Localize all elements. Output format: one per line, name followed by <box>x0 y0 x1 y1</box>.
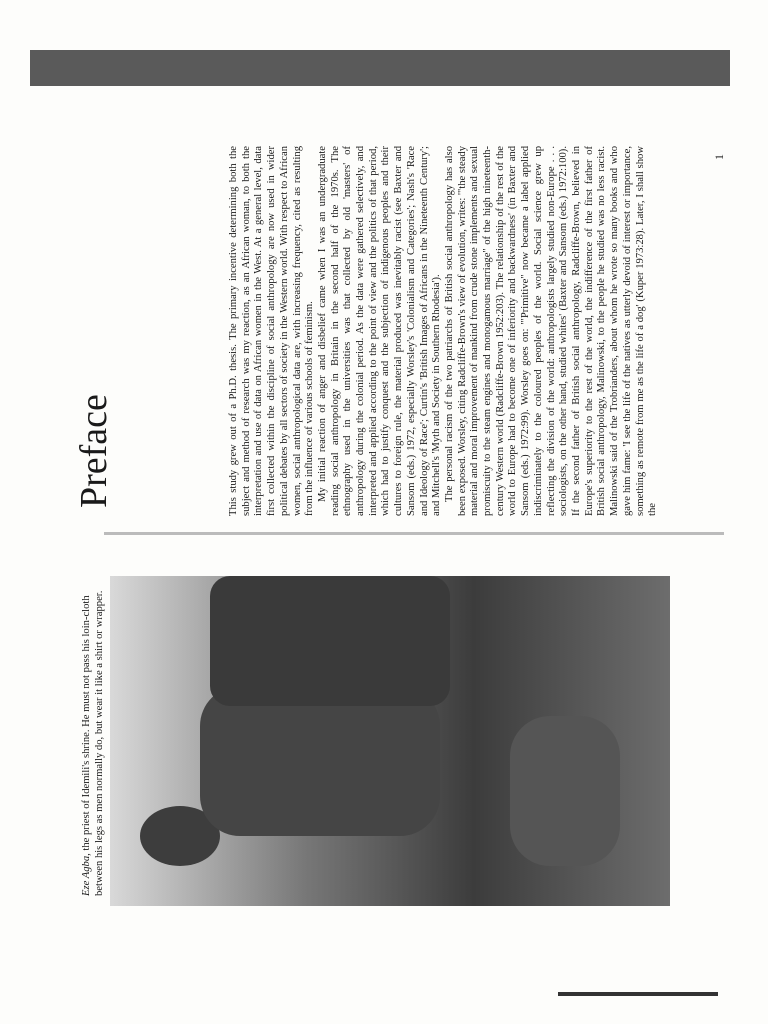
caption-text: , the priest of Idemili's shrine. He must not pass his loin-cloth between his legs as men normally do, but wear it like a shirt or wrapper. <box>81 590 105 896</box>
preface-title: Preface <box>73 394 115 508</box>
paragraph: My initial reaction of anger and disbelief came when I was an undergraduate reading social anthropology in Britain in the second half of the 1970s. The ethnography used in the universities was that collected by old 'masters' of anthropology during the colonial period. As the data were gathered selectively, and interpreted and applied according to the point of view and the politics of that period, which had to justify conquest and the subjection of indigenous peoples and their cultures to foreign rule, the material produced was inevitably racist (see Baxter and Sansom (eds.) 1972, especially Worsley's 'Colonialism and Categories'; Nash's 'Race and Ideology of Race'; Curtin's 'British Images of Africans in the Nineteenth Century'; and Mitchell's 'Myth and Society in Southern Rhodesia'). <box>316 146 443 516</box>
plate-photo <box>110 576 670 906</box>
page-number: 1 <box>712 154 726 160</box>
preface-body <box>228 146 733 516</box>
standing-figure <box>510 716 620 866</box>
bottom-rule <box>558 992 718 996</box>
priest-wrapper <box>210 576 450 706</box>
caption-name: Eze Agba <box>81 855 92 896</box>
page-fold-line <box>104 532 724 535</box>
paragraph: This study grew out of a Ph.D. thesis. The primary incentive determining both the subject and method of research was my reaction, as an African woman, to both the interpretation and use of data on African women in the West. At a general level, data first collected within the discipline of social anthropology are now used in wider political debates by all sectors of society in the Western world. With respect to African women, social anthropological data are, with increasing frequency, cited as resulting from the influence of various schools of feminism. <box>228 146 316 516</box>
paragraph: The personal racism of the two patriarchs of British social anthropology has also been exposed. Worsley, citing Radcliffe-Brown's view of evolution, writes: '"the steady material and moral improvement of mankind from crude stone implements and sexual promiscuity to the steam engines and monogamous marriage" of the high nineteenth-century Western world (Radcliffe-Brown 1952:203). The relationship of the rest of the world to Europe had to become one of inferiority and backwardness' (in Baxter and Sansom (eds.) 1972:99). Worsley goes on: '"Primitive" now became a label applied indiscriminately to the coloured peoples of the world. Social science grew up reflecting the division of the world: anthropologists largely studied non-Europe . . . sociologists, on the other hand, studied whites' (Baxter and Sansom (eds.) 1972:100). If the second father of British social anthropology, Radcliffe-Brown, believed in Europe's superiority to the rest of the world, the indifference of the first father of British social anthropology, Malinowski, to the people he studied was no less racist. Malinowski said of the Trobrianders, about whom he wrote so many books and who gave him fame: 'I see the life of the natives as utterly devoid of interest or importance, something as remote from me as the life of a dog' (Kuper 1973:28). Later, I shall show the <box>443 146 659 516</box>
priest-body <box>200 686 440 836</box>
page-top-band <box>30 50 730 86</box>
plate-caption <box>80 576 120 896</box>
